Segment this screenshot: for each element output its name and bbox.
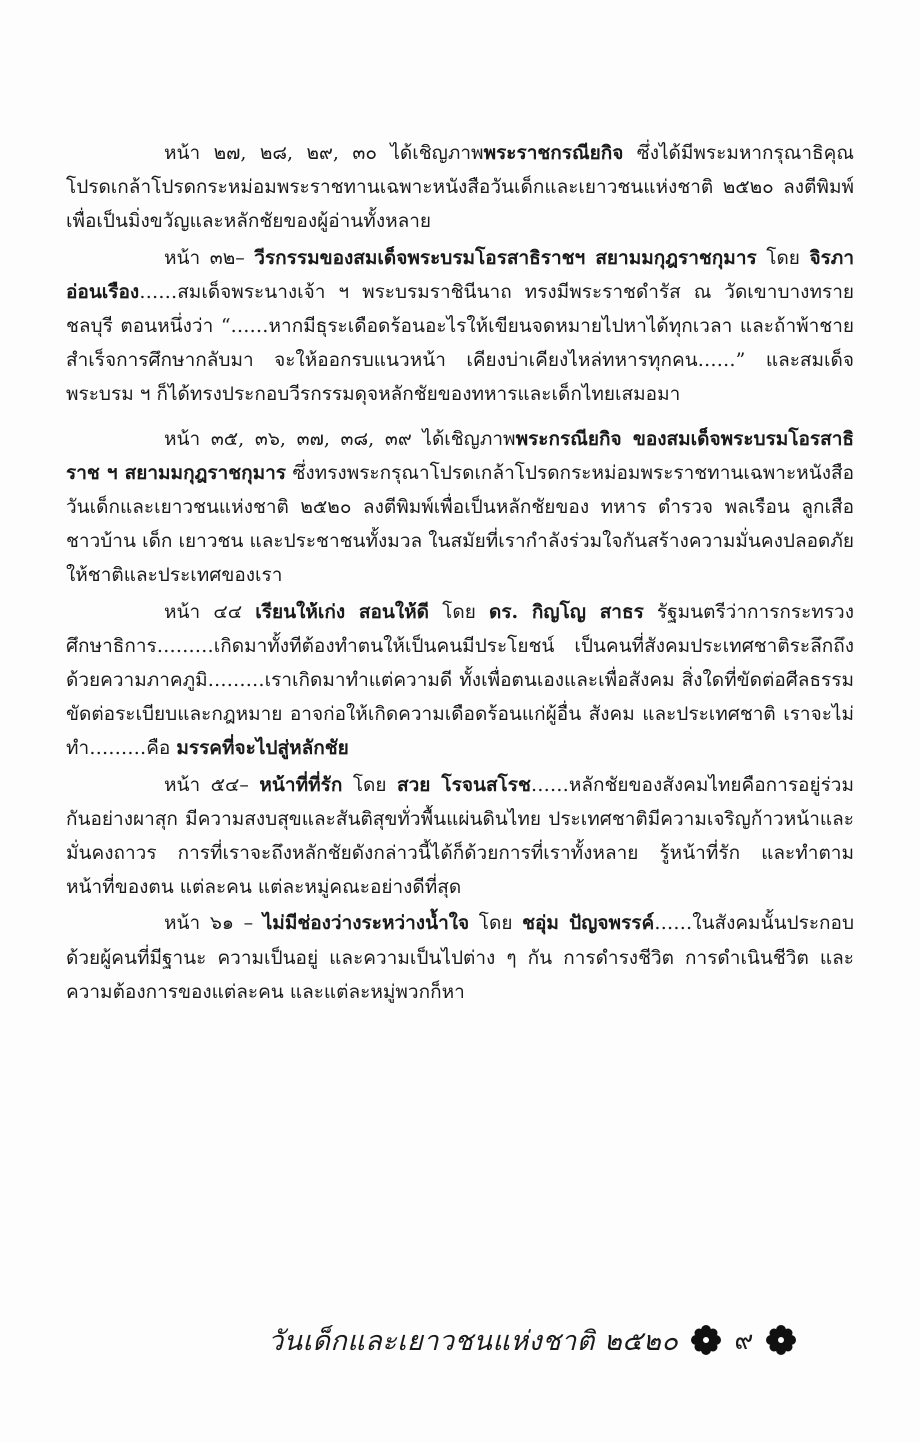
text-run: หน้า ๕๔– — [164, 773, 260, 796]
text-run: โดย — [342, 773, 397, 796]
text-run: โดย — [429, 600, 489, 623]
paragraph-p1 — [66, 136, 854, 239]
paragraph-p3 — [66, 422, 854, 593]
paragraph-p5 — [66, 768, 854, 905]
flower-ornament-icon — [690, 1324, 722, 1356]
text-run: ซึ่งได้มีพระมหากรุณาธิคุณ โปรดเกล้าโปรดกระหม่อมพระราชทานเฉพาะหนังสือวันเด็กและเยาวชนแห่งชาติ ๒๕๒๐ ลงตีพิมพ์เพื่อเป็นมิ่งขวัญและหลักชัยของผู้อ่านทั้งหลาย — [66, 142, 854, 233]
text-run: ……หลักชัยของสังคมไทยคือการอยู่ร่วมกันอย่างผาสุก มีความสงบสุขและสันติสุขทั่วพื้นแผ่นดินไทย ประเทศชาติมีความเจริญก้าวหน้าและมั่นคงถาวร การที่เราจะถึงหลักชัยดังกล่าวนี้ได้ก็ด้วยการที่เราทั้งหลาย รู้หน้าที่รัก และทำตามหน้าที่ของตน แต่ละคน แต่ละหมู่คณะอย่างดีที่สุด — [66, 773, 854, 899]
text-run: ……สมเด็จพระนางเจ้า ฯ พระบรมราชินีนาถ ทรงมีพระราชดำรัส ณ วัดเขาบางทราย ชลบุรี ตอนหนึ่งว่า “……หากมีธุระเดือดร้อนอะไรให้เขียนจดหมายไปหาได้ทุกเวลา และถ้าพ้าชายสำเร็จการศึกษากลับมา จะให้ออกรบแนวหน้า เคียงบ่าเคียงไหล่ทหารทุกคน……” และสมเด็จพระบรม ฯ ก็ได้ทรงประกอบวีรกรรมดุจหลักชัยของทหารและเด็กไทยเสมอมา — [66, 280, 854, 406]
text-run: หน้า ๓๒– — [164, 246, 255, 269]
bold-text-run: จิรภา อ่อนเรือง — [66, 246, 854, 303]
footer-title: วันเด็กและเยาวชนแห่งชาติ ๒๕๒๐ — [268, 1325, 679, 1357]
text-run: โดย — [469, 912, 523, 935]
bold-text-run: ชอุ่ม ปัญจพรรค์ — [522, 912, 655, 935]
text-run: รัฐมนตรีว่าการกระทรวงศึกษาธิการ………เกิดมาทั้งทีต้องทำตนให้เป็นคนมีประโยชน์ เป็นคนที่สังคมประเทศชาติระลึกถึงด้วยความภาคภูมิ………เราเกิดมาทำแต่ความดี ทั้งเพื่อตนเองและเพื่อสังคม สิ่งใดที่ขัดต่อศีลธรรม ขัดต่อระเบียบและกฎหมาย อาจก่อให้เกิดความเดือดร้อนแก่ผู้อื่น สังคม และประเทศชาติ เราจะไม่ทำ………คือ — [66, 600, 854, 760]
bold-text-run: พระกรณียกิจ ของสมเด็จพระบรมโอรสาธิราช ฯ สยามมกุฎราชกุมาร — [66, 427, 854, 484]
bold-text-run: มรรคที่จะไปสู่หลักชัย — [176, 737, 349, 760]
page-footer — [268, 1316, 868, 1364]
bold-text-run: วีรกรรมของสมเด็จพระบรมโอรสาธิราชฯ สยามมกุฎราชกุมาร — [254, 246, 757, 269]
bold-text-run: เรียนให้เก่ง สอนให้ดี — [255, 600, 430, 623]
flower-ornament-icon — [765, 1324, 797, 1356]
bold-text-run: ไม่มีช่องว่างระหว่างน้ำใจ — [262, 912, 470, 935]
page-number: ๙ — [734, 1325, 754, 1356]
text-run: โดย — [756, 246, 810, 269]
bold-text-run: พระราชกรณียกิจ — [483, 142, 624, 164]
page-body — [66, 136, 854, 1011]
bold-text-run: หน้าที่ที่รัก — [259, 773, 343, 796]
text-run: ……ในสังคมนั้นประกอบด้วยผู้คนที่มีฐานะ ความเป็นอยู่ และความเป็นไปต่าง ๆ กัน การดำรงชีวิต การดำเนินชีวิต และความต้องการของแต่ละคน และแต่ละหมู่พวกก็หา — [66, 912, 854, 1003]
paragraph-p4 — [66, 595, 854, 766]
bold-text-run: สวย โรจนสโรช — [396, 773, 531, 796]
text-run: หน้า ๒๗, ๒๘, ๒๙, ๓๐ ได้เชิญภาพ — [164, 142, 484, 164]
text-run: หน้า ๔๔ — [164, 600, 256, 623]
bold-text-run: ดร. กิญโญ สาธร — [489, 600, 644, 623]
text-run: หน้า ๓๕, ๓๖, ๓๗, ๓๘, ๓๙ ได้เชิญภาพ — [164, 427, 516, 450]
text-run: หน้า ๖๑ – — [164, 912, 263, 935]
paragraph-p2 — [66, 241, 854, 412]
text-run: ซึ่งทรงพระกรุณาโปรดเกล้าโปรดกระหม่อมพระราชทานเฉพาะหนังสือวันเด็กและเยาวชนแห่งชาติ ๒๕๒๐ ลงตีพิมพ์เพื่อเป็นหลักชัยของ ทหาร ตำรวจ พลเรือน ลูกเสือชาวบ้าน เด็ก เยาวชน และประชาชนทั้งมวล ในสมัยที่เรากำลังร่วมใจกันสร้างความมั่นคงปลอดภัยให้ชาติและประเทศของเรา — [66, 461, 854, 587]
paragraph-p6 — [66, 906, 854, 1009]
